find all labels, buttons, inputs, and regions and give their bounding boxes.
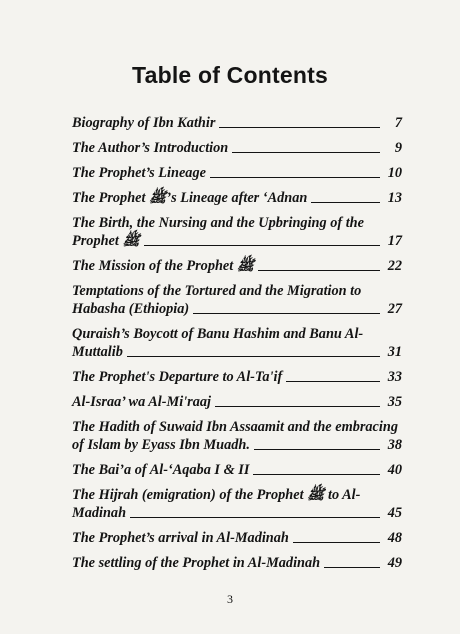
toc-entry-title: Habasha (Ethiopia) (72, 301, 190, 317)
toc-entry-title: The Bai’a of Al-‘Aqaba I & II (72, 462, 250, 478)
toc-entry-title-line1: The Birth, the Nursing and the Upbringing of the (72, 215, 364, 231)
leader-line (210, 177, 380, 178)
toc-entry-page-number: 38 (387, 437, 402, 453)
toc-entry-title-line1: The Hijrah (emigration) of the Prophet ﷺ to Al- (72, 487, 361, 503)
toc-entry (72, 529, 402, 547)
toc-entry (72, 214, 402, 250)
toc-entry-title: The Mission of the Prophet ﷺ (72, 258, 255, 274)
toc-entry-row (72, 504, 402, 522)
toc-entry (72, 139, 402, 157)
toc-entry (72, 418, 402, 454)
toc-entry (72, 393, 402, 411)
toc-entry-row (72, 189, 402, 207)
toc-entry-page-number: 45 (387, 505, 402, 521)
toc-entry-row (72, 139, 402, 157)
leader-line (144, 245, 380, 246)
toc-entry-row (72, 529, 402, 547)
leader-line (286, 381, 380, 382)
toc-entry-row (72, 343, 402, 361)
toc-entry-row (72, 114, 402, 132)
leader-line (193, 313, 380, 314)
leader-line (253, 474, 380, 475)
toc-entry-page-number: 10 (387, 165, 402, 181)
leader-line (232, 152, 380, 153)
leader-line (215, 406, 380, 407)
toc-entry-row (72, 368, 402, 386)
toc-list (72, 114, 402, 579)
toc-entry-row (72, 461, 402, 479)
toc-entry-title: The Prophet ﷺ’s Lineage after ‘Adnan (72, 190, 308, 206)
leader-line (127, 356, 380, 357)
toc-entry (72, 486, 402, 522)
toc-entry-page-number: 31 (387, 344, 402, 360)
toc-entry-title: The Author’s Introduction (72, 140, 229, 156)
toc-entry-title-line1: Quraish’s Boycott of Banu Hashim and Banu Al- (72, 326, 364, 342)
toc-entry-title: of Islam by Eyass Ibn Muadh. (72, 437, 250, 453)
toc-entry-page-number: 48 (387, 530, 402, 546)
toc-entry-title-line1: The Hadith of Suwaid Ibn Assaamit and the embracing (72, 419, 398, 435)
toc-entry-row (72, 436, 402, 454)
toc-entry-title: The Prophet's Departure to Al-Ta'if (72, 369, 283, 385)
toc-entry (72, 189, 402, 207)
toc-entry-title-line1: Temptations of the Tortured and the Migration to (72, 283, 362, 299)
leader-line (219, 127, 380, 128)
toc-entry-row (72, 257, 402, 275)
toc-entry-page-number: 33 (387, 369, 402, 385)
leader-line (258, 270, 380, 271)
toc-entry (72, 114, 402, 132)
page-title: Table of Contents (132, 62, 328, 88)
leader-line (254, 449, 380, 450)
toc-entry-page-number: 22 (387, 258, 402, 274)
toc-entry-title: Al-Israa’ wa Al-Mi'raaj (72, 394, 212, 410)
toc-entry-page-number: 27 (387, 301, 402, 317)
toc-entry (72, 282, 402, 318)
toc-entry-page-number: 17 (387, 233, 402, 249)
page-number: 3 (227, 592, 233, 606)
toc-entry-title: The settling of the Prophet in Al-Madinah (72, 555, 321, 571)
leader-line (324, 567, 380, 568)
toc-entry-row (72, 164, 402, 182)
toc-entry-page-number: 49 (387, 555, 402, 571)
toc-entry-title: The Prophet’s arrival in Al-Madinah (72, 530, 289, 546)
toc-entry (72, 554, 402, 572)
toc-entry-row (72, 232, 402, 250)
toc-entry (72, 461, 402, 479)
toc-entry-title: Madinah (72, 505, 127, 521)
toc-entry-row (72, 300, 402, 318)
toc-entry-title: Prophet ﷺ (72, 233, 140, 249)
toc-entry (72, 325, 402, 361)
leader-line (311, 202, 380, 203)
toc-entry (72, 257, 402, 275)
leader-line (293, 542, 380, 543)
toc-entry-page-number: 9 (394, 140, 402, 156)
toc-entry-title: Muttalib (72, 344, 123, 360)
toc-entry (72, 164, 402, 182)
toc-entry-page-number: 7 (394, 115, 402, 131)
toc-entry (72, 368, 402, 386)
toc-entry-page-number: 35 (387, 394, 402, 410)
leader-line (130, 517, 380, 518)
toc-entry-page-number: 13 (387, 190, 402, 206)
toc-entry-title: Biography of Ibn Kathir (72, 115, 216, 131)
toc-entry-row (72, 554, 402, 572)
toc-entry-title: The Prophet’s Lineage (72, 165, 206, 181)
toc-entry-row (72, 393, 402, 411)
toc-entry-page-number: 40 (387, 462, 402, 478)
